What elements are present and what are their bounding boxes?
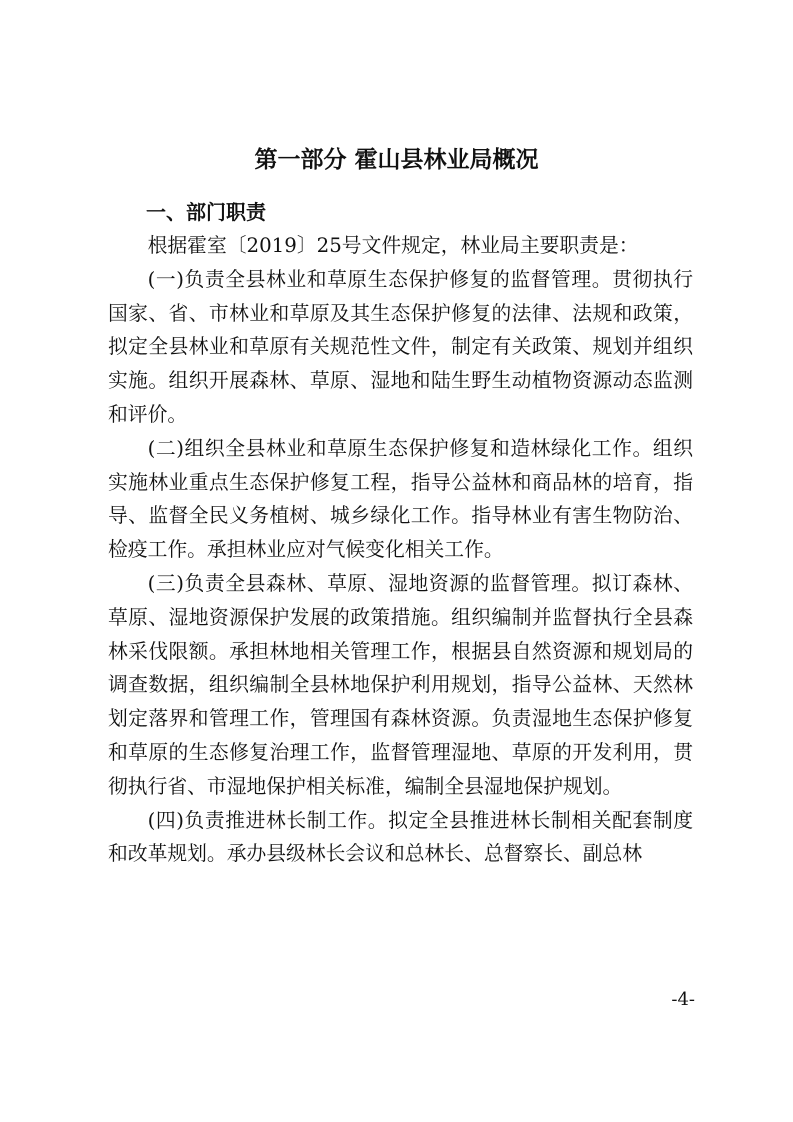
page-title: 第一部分 霍山县林业局概况 (254, 147, 539, 173)
duty-paragraph-4: (四)负责推进林长制工作。拟定全县推进林长制相关配套制度和改革规划。承办县级林长会议和总林长、总督察长、副总林 (108, 808, 693, 866)
document-body (108, 229, 693, 871)
section-heading: 一、部门职责 (146, 200, 266, 224)
page-number: -4- (671, 989, 695, 1010)
duty-paragraph-2: (二)组织全县林业和草原生态保护修复和造林绿化工作。组织实施林业重点生态保护修复工程，指导公益林和商品林的培育，指导、监督全民义务植树、城乡绿化工作。指导林业有害生物防治、检疫工作。承担林业应对气候变化相关工作。 (108, 436, 693, 562)
intro-paragraph: 根据霍室〔2019〕25号文件规定，林业局主要职责是： (147, 234, 639, 257)
duty-paragraph-1: (一)负责全县林业和草原生态保护修复的监督管理。贯彻执行国家、省、市林业和草原及其生态保护修复的法律、法规和政策，拟定全县林业和草原有关规范性文件，制定有关政策、规划并组织实施。组织开展森林、草原、湿地和陆生野生动植物资源动态监测和评价。 (108, 267, 693, 426)
duty-paragraph-3: (三)负责全县森林、草原、湿地资源的监督管理。拟订森林、草原、湿地资源保护发展的政策措施。组织编制并监督执行全县森林采伐限额。承担林地相关管理工作，根据县自然资源和规划局的调查数据，组织编制全县林地保护利用规划，指导公益林、天然林划定落界和管理工作，管理国有森林资源。负责湿地生态保护修复和草原的生态修复治理工作，监督管理湿地、草原的开发利用，贯彻执行省、市湿地保护相关标准，编制全县湿地保护规划。 (108, 571, 693, 798)
